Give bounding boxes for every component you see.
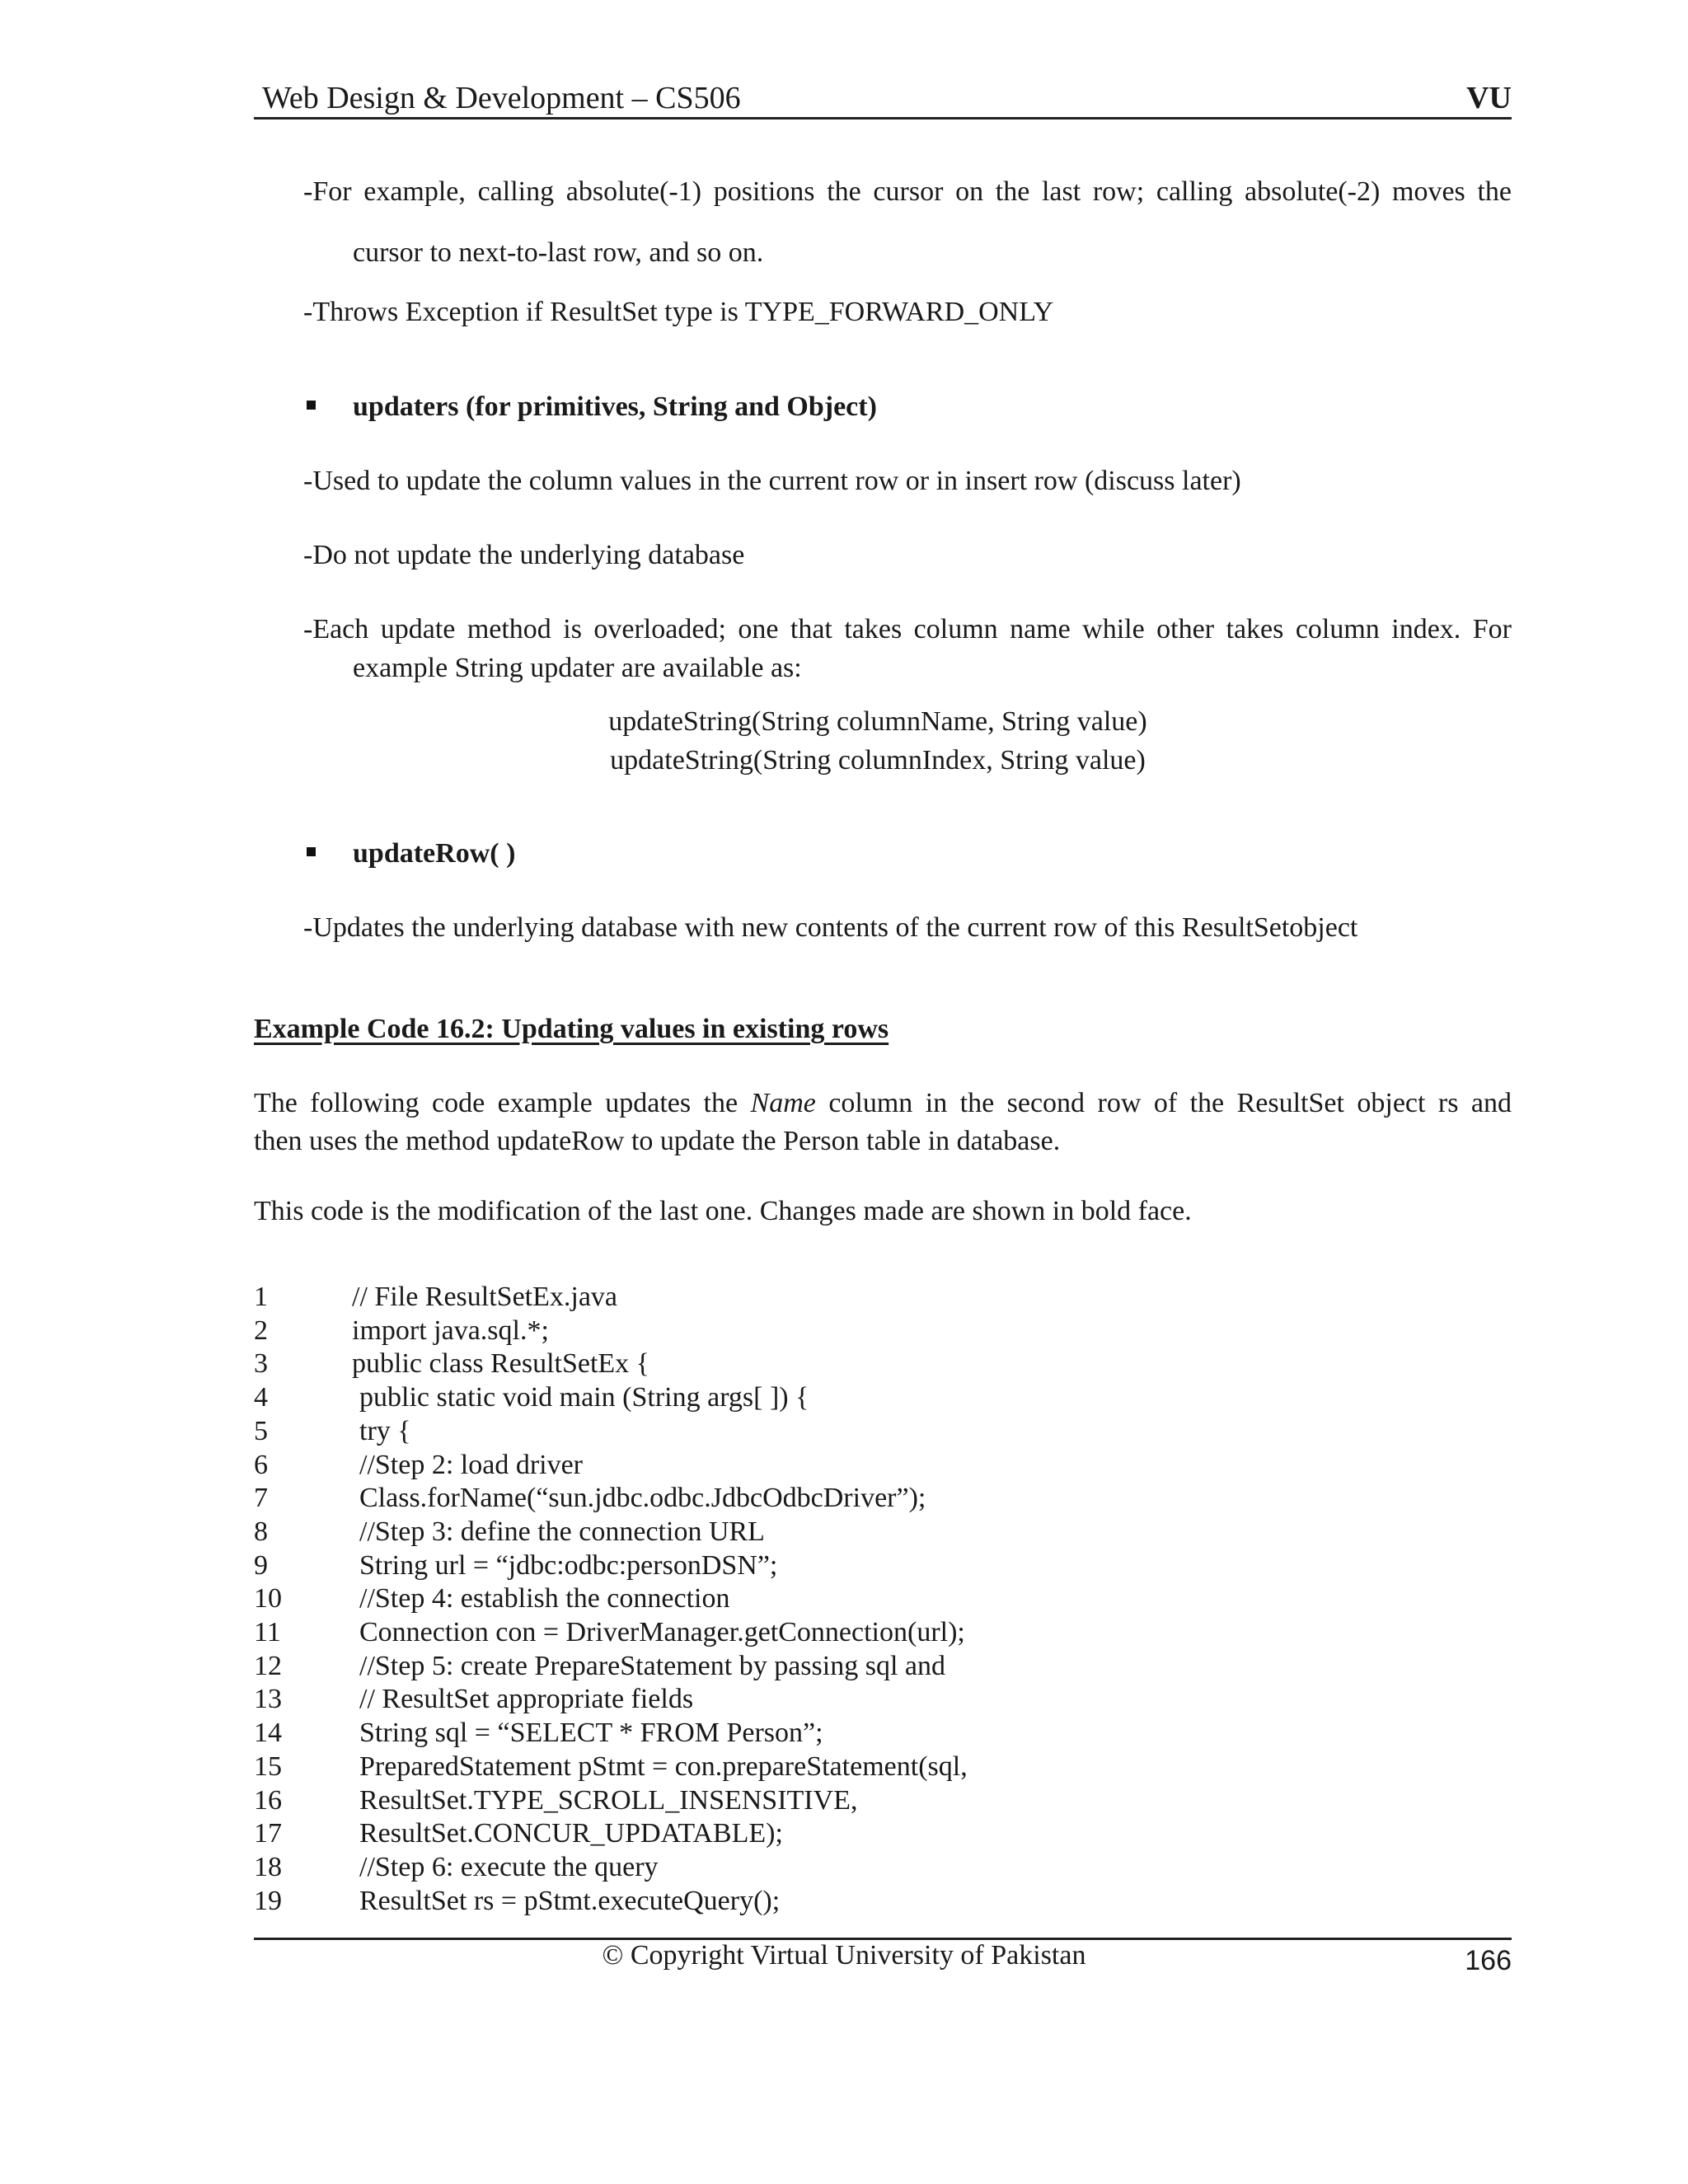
header-title: Web Design & Development – CS506 (262, 81, 741, 115)
code-line-text: ResultSet.CONCUR_UPDATABLE); (359, 1818, 783, 1849)
code-line-number: 5 (254, 1416, 268, 1446)
code-line-text: PreparedStatement pStmt = con.prepareStatement(sql, (359, 1751, 968, 1782)
code-line-number: 3 (254, 1348, 268, 1379)
page-header (254, 76, 1512, 120)
code-line-text: Connection con = DriverManager.getConnection(url); (359, 1617, 965, 1647)
code-line-text: ResultSet rs = pStmt.executeQuery(); (359, 1886, 781, 1916)
code-line-number: 11 (254, 1617, 281, 1647)
example-para2: This code is the modification of the last one. Changes made are shown in bold face. (254, 1196, 1192, 1226)
absolute-note-line1: -For example, calling absolute(-1) positions the cursor on the last row; calling absolute(-2) moves the (303, 176, 1512, 207)
footer-copyright: © Copyright Virtual University of Pakistan (602, 1940, 1086, 1971)
code-line-text: try { (359, 1416, 411, 1446)
code-line-number: 7 (254, 1483, 268, 1513)
code-line-number: 15 (254, 1751, 282, 1782)
bullet-square-icon (307, 401, 316, 410)
code-line-number: 18 (254, 1852, 282, 1882)
code-line-number: 13 (254, 1684, 282, 1714)
code-line-text: String url = “jdbc:odbc:personDSN”; (359, 1550, 778, 1581)
code-line-text: // File ResultSetEx.java (352, 1282, 618, 1312)
code-line-text: //Step 3: define the connection URL (359, 1516, 765, 1547)
update-string-signature-1: updateString(String columnName, String value) (608, 706, 1147, 737)
bullet-square-icon (307, 847, 316, 856)
update-string-signature-2: updateString(String columnIndex, String value) (610, 745, 1146, 776)
example-para1-line1 (254, 1086, 1512, 1121)
code-line-text: public class ResultSetEx { (352, 1348, 650, 1379)
code-line-text: import java.sql.*; (352, 1315, 549, 1346)
page-number: 166 (1465, 1945, 1512, 1976)
code-line-number: 14 (254, 1718, 282, 1748)
code-line-number: 16 (254, 1785, 282, 1816)
code-line-number: 19 (254, 1886, 282, 1916)
updaters-overload-line2: example String updater are available as: (353, 653, 802, 683)
update-row-title: updateRow( ) (353, 838, 516, 869)
example-para1-line2: then uses the method updateRow to update the Person table in database. (254, 1126, 1061, 1156)
code-line-text: // ResultSet appropriate fields (359, 1684, 694, 1714)
code-line-text: //Step 4: establish the connection (359, 1583, 730, 1614)
para1-text-a: The following code example updates the (254, 1088, 738, 1118)
code-line-number: 8 (254, 1516, 268, 1547)
example-heading: Example Code 16.2: Updating values in existing rows (254, 1014, 889, 1044)
code-line-number: 4 (254, 1382, 268, 1413)
code-line-number: 6 (254, 1450, 268, 1480)
throws-note: -Throws Exception if ResultSet type is TYPE_FORWARD_ONLY (303, 297, 1054, 327)
updaters-overload-line1: -Each update method is overloaded; one that takes column name while other takes column index. For (303, 614, 1512, 644)
updaters-no-update: -Do not update the underlying database (303, 540, 745, 570)
code-line-number: 9 (254, 1550, 268, 1581)
code-line-text: //Step 5: create PrepareStatement by passing sql and (359, 1651, 945, 1681)
code-line-number: 10 (254, 1583, 282, 1614)
para1-italic-name: Name (750, 1088, 816, 1118)
code-line-text: String sql = “SELECT * FROM Person”; (359, 1718, 823, 1748)
code-line-number: 2 (254, 1315, 268, 1346)
code-line-number: 12 (254, 1651, 282, 1681)
code-line-text: public static void main (String args[ ]) { (359, 1382, 809, 1413)
code-line-text: ResultSet.TYPE_SCROLL_INSENSITIVE, (359, 1785, 858, 1816)
update-row-desc: -Updates the underlying database with new contents of the current row of this ResultSetobject (303, 912, 1358, 943)
code-line-text: Class.forName(“sun.jdbc.odbc.JdbcOdbcDriver”); (359, 1483, 926, 1513)
code-line-number: 17 (254, 1818, 282, 1849)
code-line-number: 1 (254, 1282, 268, 1312)
header-vu-label: VU (1466, 81, 1512, 115)
code-line-text: //Step 2: load driver (359, 1450, 584, 1480)
absolute-note-line2: cursor to next-to-last row, and so on. (353, 237, 764, 268)
code-line-text: //Step 6: execute the query (359, 1852, 659, 1882)
updaters-used: -Used to update the column values in the current row or in insert row (discuss later) (303, 466, 1241, 496)
updaters-title: updaters (for primitives, String and Object) (353, 391, 877, 422)
para1-text-b: column in the second row of the ResultSet object rs and (828, 1088, 1512, 1118)
